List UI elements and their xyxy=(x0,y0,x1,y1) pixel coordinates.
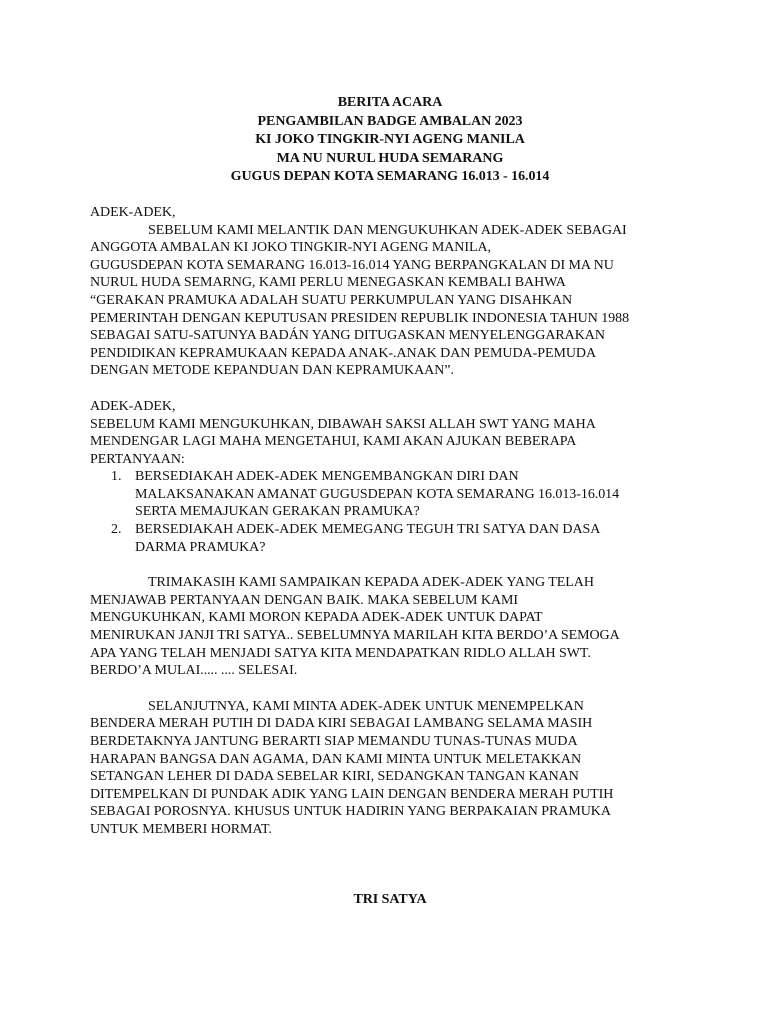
question-line: BERSEDIAKAH ADEK-ADEK MENGEMBANGKAN DIRI DAN xyxy=(135,469,519,485)
paragraph-line: SEBAGAI POROSNYA. KHUSUS UNTUK HADIRIN YANG BERPAKAIAN PRAMUKA xyxy=(90,804,611,820)
paragraph-line: BENDERA MERAH PUTIH DI DADA KIRI SEBAGAI LAMBANG SELAMA MASIH xyxy=(90,716,593,732)
question-line: MALAKSANAKAN AMANAT GUGUSDEPAN KOTA SEMARANG 16.013-16.014 xyxy=(135,486,620,502)
paragraph-line: PEMERINTAH DENGAN KEPUTUSAN PRESIDEN REPUBLIK INDONESIA TAHUN 1988 xyxy=(90,310,630,326)
greeting-line: ADEK-ADEK, xyxy=(90,398,176,414)
paragraph-line: SEBAGAI SATU-SATUNYA BADÁN YANG DITUGASKAN MENYELENGGARAKAN xyxy=(90,328,605,344)
document-page xyxy=(90,94,690,908)
paragraph-line: MENGUKUHKAN, KAMI MORON KEPADA ADEK-ADEK UNTUK DAPAT xyxy=(90,610,543,626)
section-flag xyxy=(90,698,690,839)
section-questions xyxy=(90,398,690,556)
paragraph-line: SELANJUTNYA, KAMI MINTA ADEK-ADEK UNTUK MENEMPELKAN xyxy=(148,698,584,714)
paragraph-line: ANGGOTA AMBALAN KI JOKO TINGKIR-NYI AGENG MANILA, xyxy=(90,240,491,256)
document-header xyxy=(90,94,690,187)
paragraph-line: SETANGAN LEHER DI DADA SEBELAR KIRI, SEDANGKAN TANGAN KANAN xyxy=(90,769,579,785)
paragraph-line: SEBELUM KAMI MENGUKUHKAN, DIBAWAH SAKSI ALLAH SWT YANG MAHA xyxy=(90,416,596,432)
paragraph-line: SEBELUM KAMI MELANTIK DAN MENGUKUHKAN ADEK-ADEK SEBAGAI xyxy=(148,222,627,238)
greeting-line: ADEK-ADEK, xyxy=(90,204,176,220)
question-item xyxy=(90,521,690,556)
paragraph-line: HARAPAN BANGSA DAN AGAMA, DAN KAMI MINTA UNTUK MELETAKKAN xyxy=(90,751,582,767)
paragraph-line: PERTANYAAN: xyxy=(90,451,185,467)
question-line: BERSEDIAKAH ADEK-ADEK MEMEGANG TEGUH TRI SATYA DAN DASA xyxy=(135,522,601,538)
paragraph-line: DITEMPELKAN DI PUNDAK ADIK YANG LAIN DENGAN BENDERA MERAH PUTIH xyxy=(90,786,614,802)
paragraph-line: MENDENGAR LAGI MAHA MENGETAHUI, KAMI AKAN AJUKAN BEBERAPA xyxy=(90,434,577,450)
header-subtitle: PENGAMBILAN BADGE AMBALAN 2023 xyxy=(257,113,523,129)
paragraph-line: NURUL HUDA SEMARNG, KAMI PERLU MENEGASKAN KEMBALI BAHWA xyxy=(90,275,566,291)
paragraph-line: “GERAKAN PRAMUKA ADALAH SUATU PERKUMPULAN YANG DISAHKAN xyxy=(90,292,573,308)
paragraph-line: APA YANG TELAH MENJADI SATYA KITA MENDAPATKAN RIDLO ALLAH SWT. xyxy=(90,645,591,661)
paragraph-line: MENIRUKAN JANJI TRI SATYA.. SEBELUMNYA MARILAH KITA BERDO’A SEMOGA xyxy=(90,628,620,644)
paragraph-line: GUGUSDEPAN KOTA SEMARANG 16.013-16.014 YANG BERPANGKALAN DI MA NU xyxy=(90,257,614,273)
section-heading-tri-satya: TRI SATYA xyxy=(353,891,427,907)
paragraph-line: MENJAWAB PERTANYAAN DENGAN BAIK. MAKA SEBELUM KAMI xyxy=(90,592,519,608)
header-ambalan-name: KI JOKO TINGKIR-NYI AGENG MANILA xyxy=(255,132,525,148)
question-item xyxy=(90,468,690,521)
header-gugus-depan: GUGUS DEPAN KOTA SEMARANG 16.013 - 16.014 xyxy=(230,169,550,185)
header-school-name: MA NU NURUL HUDA SEMARANG xyxy=(276,150,504,166)
section-thanks xyxy=(90,574,690,680)
question-line: SERTA MEMAJUKAN GERAKAN PRAMUKA? xyxy=(135,504,420,520)
question-line: DARMA PRAMUKA? xyxy=(135,539,266,555)
paragraph-line: BERDETAKNYA JANTUNG BERARTI SIAP MEMANDU TUNAS-TUNAS MUDA xyxy=(90,734,578,749)
question-number: 2. xyxy=(111,522,122,538)
question-number: 1. xyxy=(111,469,122,485)
header-title: BERITA ACARA xyxy=(337,95,443,110)
paragraph-line: UNTUK MEMBERI HORMAT. xyxy=(90,821,272,837)
paragraph-line: TRIMAKASIH KAMI SAMPAIKAN KEPADA ADEK-ADEK YANG TELAH xyxy=(148,575,594,591)
paragraph-line: DENGAN METODE KEPANDUAN DAN KEPRAMUKAAN”. xyxy=(90,363,454,379)
paragraph-line: BERDO’A MULAI..... .... SELESAI. xyxy=(90,663,298,679)
paragraph-line: PENDIDIKAN KEPRAMUKAAN KEPADA ANAK-.ANAK DAN PEMUDA-PEMUDA xyxy=(90,345,597,361)
section-opening xyxy=(90,204,690,380)
